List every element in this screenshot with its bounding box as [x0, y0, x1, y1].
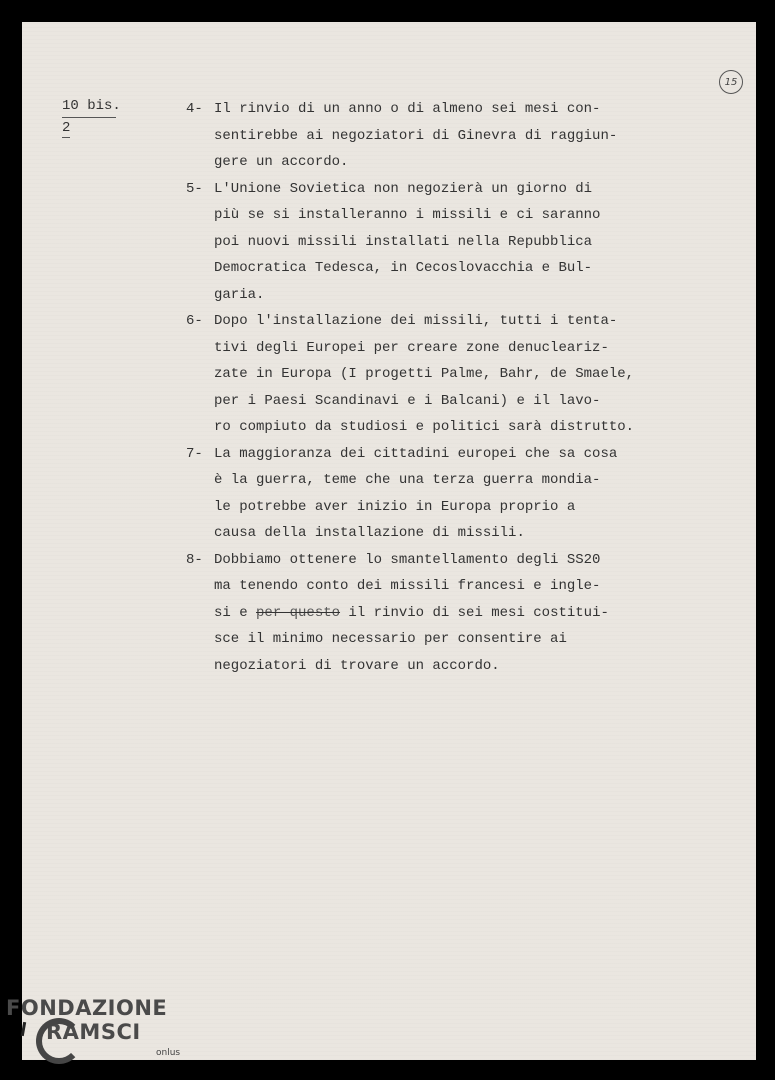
point-line: ro compiuto da studiosi e politici sarà distrutto. — [214, 419, 635, 435]
reference-mark — [62, 96, 121, 138]
point-line: Il rinvio di un anno o di almeno sei mesi con- — [214, 101, 601, 117]
logo-line-2: RAMSCI — [46, 1020, 141, 1044]
point-line: Dobbiamo ottenere lo smantellamento degli SS20 — [214, 551, 601, 568]
point-line: per i Paesi Scandinavi e i Balcani) e il lavo- — [214, 392, 601, 409]
point-line: più se si installeranno i missili e ci saranno — [214, 207, 601, 223]
logo-g-icon — [36, 1018, 82, 1064]
struck-out-text: per questo — [256, 604, 341, 621]
page-number: 15 — [719, 70, 743, 94]
point-6 — [186, 308, 686, 441]
point-number: 5- — [186, 180, 203, 197]
reference-line-2: 2 — [62, 120, 71, 136]
point-line: sce il minimo necessario per consentire ai — [214, 631, 567, 647]
point-line: negoziatori di trovare un accordo. — [214, 657, 500, 674]
point-4 — [186, 96, 686, 176]
point-5 — [186, 176, 686, 309]
point-line: garia. — [214, 286, 265, 303]
point-line: è la guerra, teme che una terza guerra mondia- — [214, 472, 601, 488]
point-line — [214, 600, 609, 627]
point-line: Dopo l'installazione dei missili, tutti i tenta- — [214, 313, 618, 329]
point-line: L'Unione Sovietica non negozierà un giorno di — [214, 180, 593, 197]
point-number: 4- — [186, 101, 203, 117]
point-line: sentirebbe ai negoziatori di Ginevra di raggiun- — [214, 127, 618, 144]
watermark-logo — [6, 996, 181, 1058]
point-number: 8- — [186, 551, 203, 568]
point-line: poi nuovi missili installati nella Repubblica — [214, 233, 593, 250]
numbered-points — [186, 96, 686, 679]
point-line: ma tenendo conto dei missili francesi e ingle- — [214, 578, 601, 594]
reference-line-1: 10 bis. — [62, 96, 116, 118]
point-line: causa della installazione di missili. — [214, 525, 525, 541]
point-line: le potrebbe aver inizio in Europa proprio a — [214, 498, 576, 515]
point-line: La maggioranza dei cittadini europei che sa cosa — [214, 445, 618, 462]
point-7 — [186, 441, 686, 547]
point-number: 6- — [186, 313, 203, 329]
point-line: Democratica Tedesca, in Cecoslovacchia e Bul- — [214, 260, 593, 276]
logo-line-1: FONDAZIONE — [6, 996, 168, 1020]
point-line: gere un accordo. — [214, 154, 349, 170]
point-line: zate in Europa (I progetti Palme, Bahr, de Smaele, — [214, 366, 635, 382]
logo-sub: onlus — [156, 1048, 181, 1058]
point-line-after: il rinvio di sei mesi costitui- — [340, 604, 609, 621]
point-number: 7- — [186, 445, 203, 462]
point-line: tivi degli Europei per creare zone denucleariz- — [214, 339, 609, 356]
point-8 — [186, 547, 686, 680]
point-line-before: si e — [214, 604, 257, 621]
